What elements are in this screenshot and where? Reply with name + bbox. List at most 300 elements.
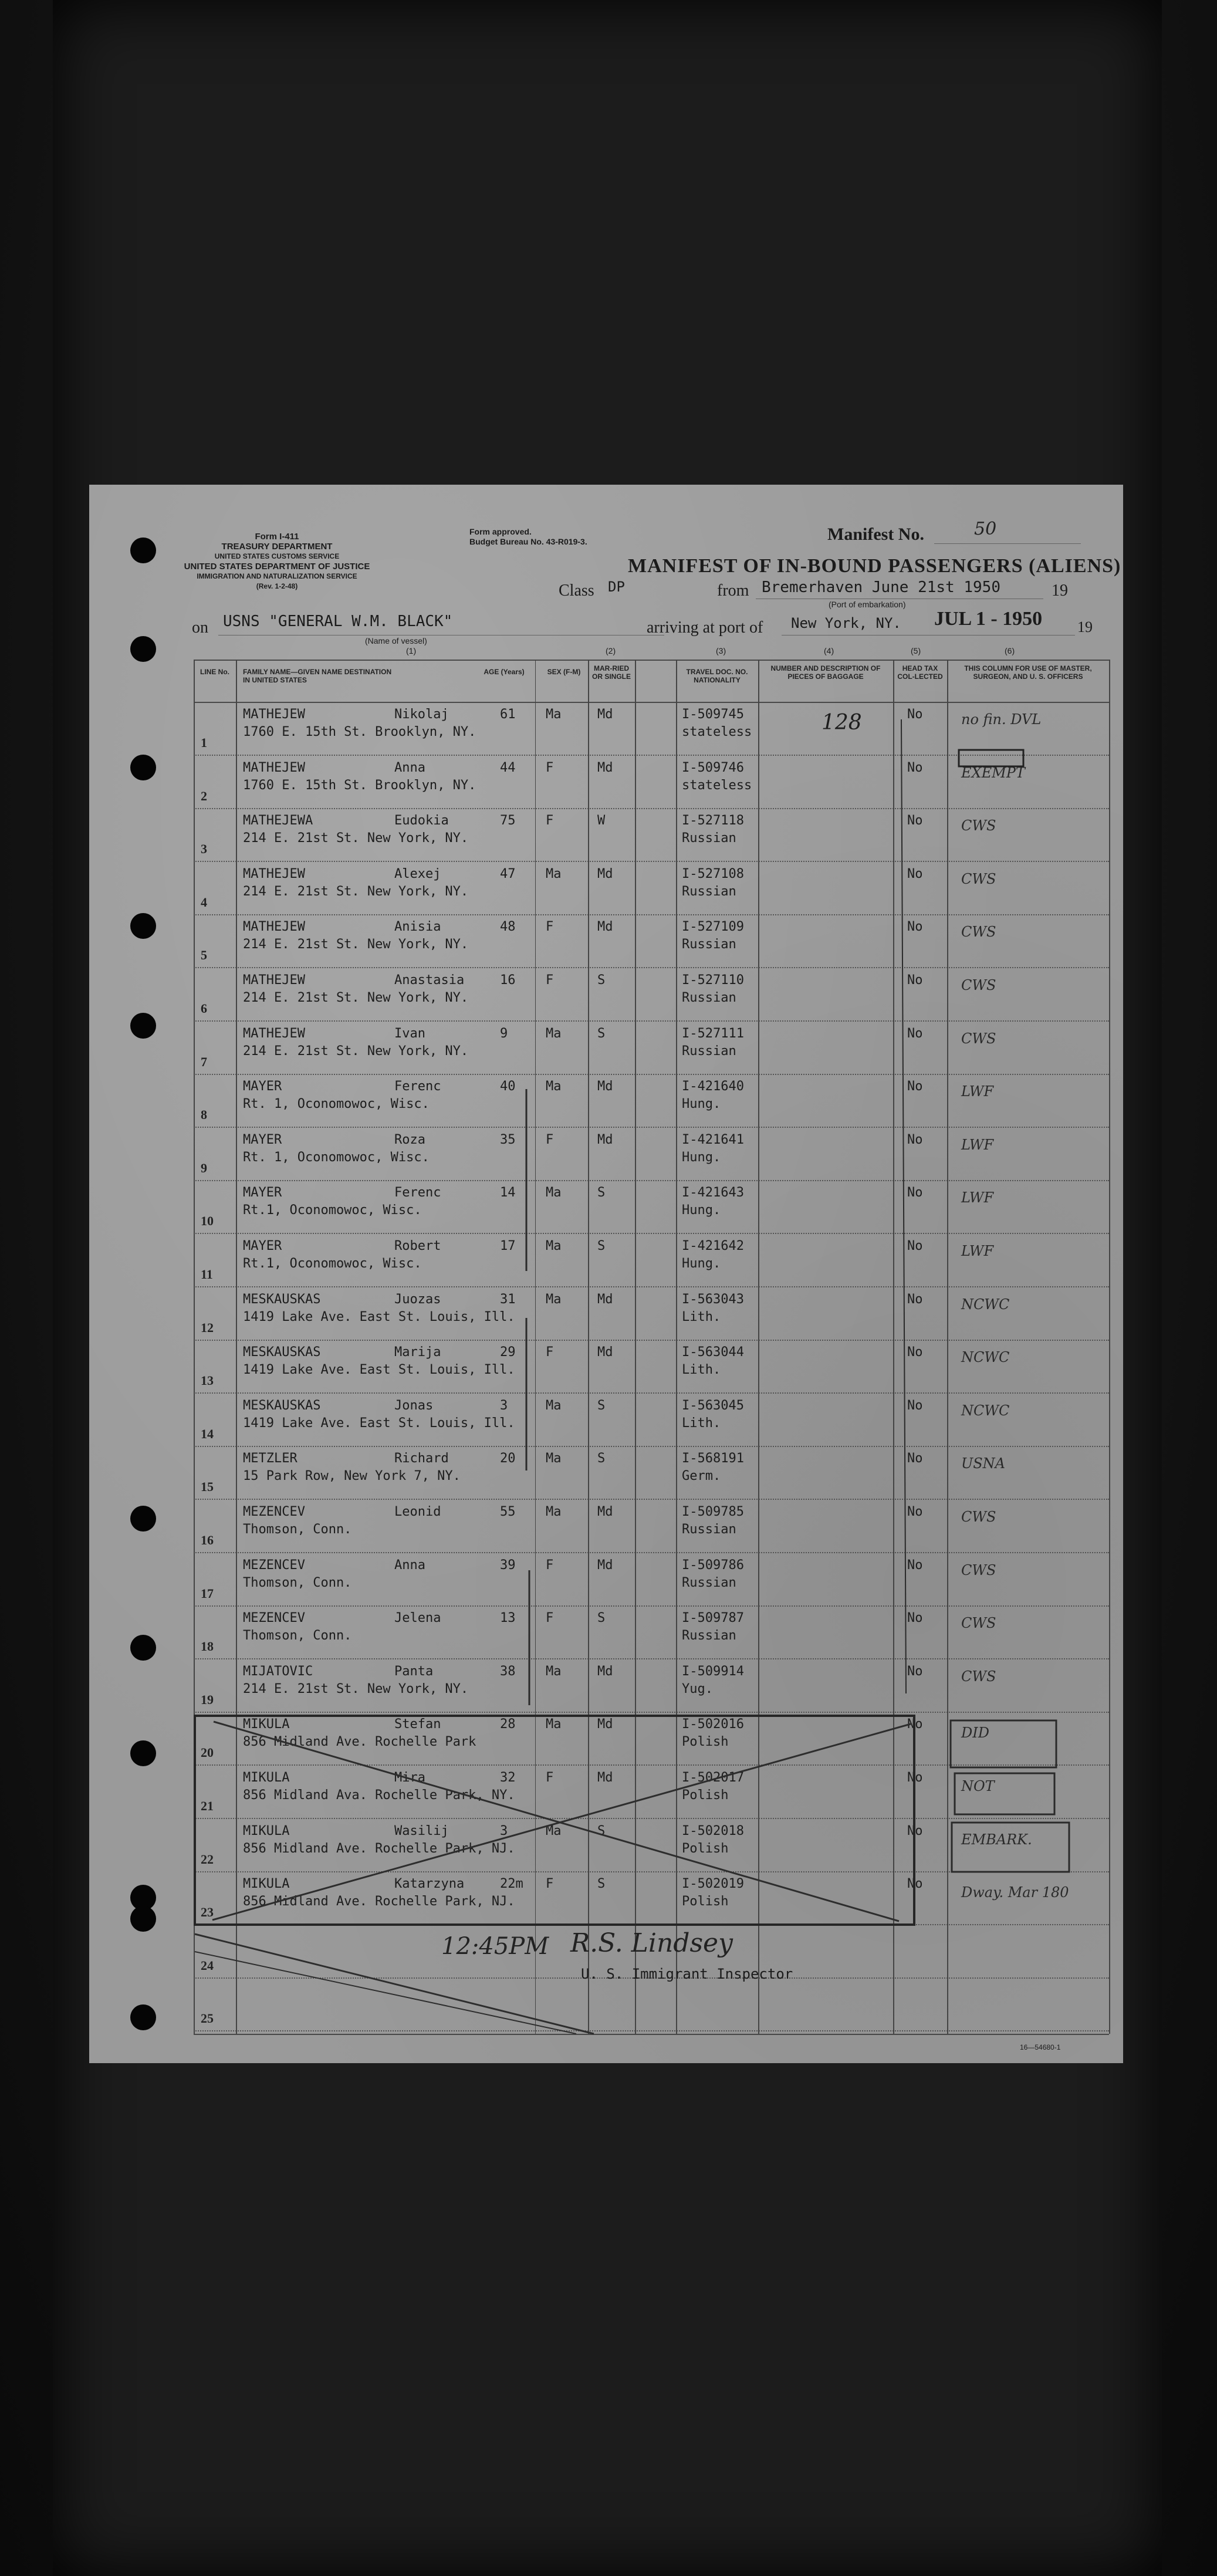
baggage: 128 [822,711,862,735]
sex: F [546,1611,554,1626]
family-name: MAYER [243,1079,282,1094]
marital-status: S [597,1611,606,1626]
given-name: Robert [394,1239,441,1253]
head-tax: No [907,1185,923,1201]
given-name: Katarzyna [394,1877,465,1892]
marital-status: Md [597,1292,613,1307]
head-tax: No [907,1132,923,1147]
destination: Rt. 1, Oconomowoc, Wisc. [243,1097,430,1112]
travel-doc-no: I-509746 [682,760,744,775]
print-code: 16—54680-1 [1020,2043,1061,2051]
from-label: from [717,582,749,600]
marital-status: Md [597,919,613,935]
arriving-port: New York, NY. [791,615,901,631]
line-number: 23 [201,1905,214,1920]
sex: F [546,1345,554,1360]
age: 14 [500,1185,516,1201]
col-header-officers: THIS COLUMN FOR USE OF MASTER, SURGEON, AND U. S. OFFICERS [964,664,1092,681]
sex: Ma [546,866,562,881]
col-number-3: (3) [716,646,726,655]
officer-notes: NOT [961,1778,995,1794]
head-tax: No [907,1345,923,1360]
given-name: Wasilij [394,1823,449,1838]
given-name: Jonas [394,1398,434,1413]
line-number: 3 [201,841,207,857]
family-name: MESKAUSKAS [243,1292,321,1307]
marital-status: S [597,1877,606,1892]
destination: 15 Park Row, New York 7, NY. [243,1469,461,1484]
age: 17 [500,1239,516,1253]
travel-doc-no: I-527111 [682,1026,744,1041]
officer-notes: CWS [961,977,996,993]
travel-doc-no: I-563044 [682,1345,744,1360]
travel-doc-no: I-502016 [682,1717,744,1732]
sex: F [546,760,554,775]
line-number: 5 [201,948,207,963]
age: 38 [500,1664,516,1679]
col-number-2: (2) [606,646,616,655]
nationality: Yug. [682,1681,713,1696]
marital-status: S [597,1398,606,1413]
head-tax: No [907,1664,923,1679]
given-name: Roza [394,1132,425,1147]
nationality: Polish [682,1841,729,1856]
line-number: 15 [201,1479,214,1495]
destination: 214 E. 21st St. New York, NY. [243,1681,469,1696]
head-tax: No [907,760,923,775]
sex: Ma [546,1451,562,1466]
nationality: Hung. [682,1097,721,1112]
destination: 1419 Lake Ave. East St. Louis, Ill. [243,1309,515,1324]
officer-notes: NCWC [961,1296,1010,1313]
destination: 214 E. 21st St. New York, NY. [243,831,469,846]
officer-notes: CWS [961,870,996,887]
col-header-baggage: NUMBER AND DESCRIPTION OF PIECES OF BAGGAGE [770,664,881,681]
sex: Ma [546,1717,562,1732]
nationality: Polish [682,1735,729,1750]
nationality: Hung. [682,1256,721,1271]
family-name: MIKULA [243,1877,290,1892]
manifest-title: MANIFEST OF IN-BOUND PASSENGERS (ALIENS) [628,555,1121,577]
line-number: 10 [201,1213,214,1229]
officer-notes: CWS [961,1509,996,1525]
col-header-tax: HEAD TAX COL-LECTED [897,664,943,681]
nationality: Russian [682,1522,736,1537]
family-name: MIKULA [243,1823,290,1838]
given-name: Marija [394,1345,441,1360]
marital-status: S [597,1185,606,1201]
line-number: 8 [201,1107,207,1123]
line-number: 1 [201,735,207,750]
age: 61 [500,707,516,722]
sex: Ma [546,1398,562,1413]
given-name: Leonid [394,1505,441,1519]
nationality: Polish [682,1788,729,1803]
destination: 1760 E. 15th St. Brooklyn, NY. [243,777,476,793]
sex: Ma [546,707,562,722]
family-name: MATHEJEW [243,973,305,988]
age: 44 [500,760,516,775]
arriving-year: 19 [1077,618,1093,635]
destination: 856 Midland Ave. Rochelle Park, NJ. [243,1841,515,1856]
nationality: Russian [682,1628,736,1644]
head-tax: No [907,1770,923,1785]
age: 3 [500,1398,508,1413]
travel-doc-no: I-421642 [682,1239,744,1253]
family-name: MEZENCEV [243,1611,305,1626]
given-name: Mira [394,1770,425,1785]
travel-doc-no: I-568191 [682,1451,744,1466]
age: 3 [500,1823,508,1838]
from-value: Bremerhaven June 21st 1950 [762,579,1000,596]
nationality: Germ. [682,1469,721,1484]
justice-dept: UNITED STATES DEPARTMENT OF JUSTICE [184,562,370,572]
given-name: Ferenc [394,1185,441,1201]
notes-box [955,1773,1054,1814]
family-name: MATHEJEW [243,707,305,722]
officer-notes: NCWC [961,1402,1010,1419]
nationality: Russian [682,1575,736,1590]
destination: Thomson, Conn. [243,1628,352,1644]
col-header-name: FAMILY NAME—GIVEN NAME DESTINATION IN UNITED STATES [243,668,392,684]
marital-status: Md [597,1079,613,1094]
travel-doc-no: I-509787 [682,1611,744,1626]
marital-status: Md [597,707,613,722]
family-name: MATHEJEW [243,1026,305,1041]
sex: F [546,813,554,829]
line-number: 21 [201,1799,214,1813]
travel-doc-no: I-502017 [682,1770,744,1785]
arriving-date-stamp: JUL 1 - 1950 [934,608,1043,630]
age: 28 [500,1717,516,1732]
age: 35 [500,1132,516,1147]
destination: Rt.1, Oconomowoc, Wisc. [243,1203,422,1218]
col-number-1: (1) [406,646,417,655]
head-tax: No [907,1823,923,1838]
given-name: Richard [394,1451,449,1466]
given-name: Anastasia [394,973,465,988]
nationality: Russian [682,831,736,846]
form-number: Form I-411 [255,532,299,542]
treasury-dept: TREASURY DEPARTMENT [221,542,333,552]
manifest-no-label: Manifest No. [827,525,924,544]
given-name: Anna [394,1557,425,1573]
arriving-label: arriving at port of [647,618,763,637]
officer-notes: NCWC [961,1349,1010,1366]
destination: 856 Midland Ave. Rochelle Park [243,1735,476,1750]
family-name: MAYER [243,1239,282,1253]
marital-status: Md [597,866,613,881]
head-tax: No [907,1557,923,1573]
nationality: Hung. [682,1203,721,1218]
col-number-5: (5) [911,646,921,655]
marital-status: Md [597,1132,613,1147]
age: 13 [500,1611,516,1626]
marital-status: Md [597,1770,613,1785]
marital-status: Md [597,1345,613,1360]
vessel-name: USNS "GENERAL W.M. BLACK" [223,613,453,630]
family-name: MATHEJEW [243,760,305,775]
nationality: Russian [682,884,736,899]
sex: Ma [546,1079,562,1094]
manifest-page [89,485,1123,2063]
col-header-age: AGE (Years) [484,668,525,676]
head-tax: No [907,1026,923,1041]
officer-notes: DID [961,1725,989,1742]
line-number: 6 [201,1001,207,1016]
sex: Ma [546,1026,562,1041]
marital-status: Md [597,1664,613,1679]
family-name: MESKAUSKAS [243,1398,321,1413]
destination: 1419 Lake Ave. East St. Louis, Ill. [243,1363,515,1378]
on-label: on [192,618,208,637]
travel-doc-no: I-502019 [682,1877,744,1892]
age: 40 [500,1079,516,1094]
form-approved: Form approved. [469,527,532,536]
given-name: Anisia [394,919,441,935]
nationality: Lith. [682,1309,721,1324]
officer-notes: CWS [961,924,996,941]
officer-notes: Dway. Mar 180 [961,1884,1069,1901]
officer-notes: LWF [961,1243,994,1259]
given-name: Stefan [394,1717,441,1732]
given-name: Nikolaj [394,707,449,722]
head-tax: No [907,707,923,722]
age: 47 [500,866,516,881]
age: 75 [500,813,516,829]
col-header-married: MAR-RIED OR SINGLE [591,664,631,681]
destination: 214 E. 21st St. New York, NY. [243,990,469,1005]
marital-status: W [597,813,606,829]
family-name: MAYER [243,1132,282,1147]
destination: Thomson, Conn. [243,1575,352,1590]
class-value: DP [608,579,625,595]
marital-status: S [597,973,606,988]
family-name: MIKULA [243,1717,290,1732]
given-name: Eudokia [394,813,449,829]
age: 39 [500,1557,516,1573]
signature-time: 12:45PM [441,1933,549,1960]
destination: 214 E. 21st St. New York, NY. [243,884,469,899]
head-tax: No [907,919,923,935]
line-number: 11 [201,1267,213,1282]
customs-service: UNITED STATES CUSTOMS SERVICE [214,552,340,560]
inspector-signature: R.S. Lindsey [570,1928,733,1958]
officer-notes: EXEMPT [961,764,1025,781]
destination: 1419 Lake Ave. East St. Louis, Ill. [243,1415,515,1431]
head-tax: No [907,1505,923,1519]
officer-notes: CWS [961,1615,996,1632]
nationality: Russian [682,1043,736,1059]
given-name: Ferenc [394,1079,441,1094]
travel-doc-no: I-563043 [682,1292,744,1307]
marital-status: Md [597,760,613,775]
cross-stroke [195,1952,576,2034]
line-number: 19 [201,1692,214,1707]
nationality: stateless [682,725,752,739]
travel-doc-no: I-527118 [682,813,744,829]
sex: Ma [546,1185,562,1201]
family-name: MEZENCEV [243,1557,305,1573]
family-name: MESKAUSKAS [243,1345,321,1360]
nationality: stateless [682,777,752,793]
destination: Rt.1, Oconomowoc, Wisc. [243,1256,422,1271]
age: 48 [500,919,516,935]
sex: F [546,1770,554,1785]
head-tax: No [907,1239,923,1253]
destination: Thomson, Conn. [243,1522,352,1537]
officer-notes: LWF [961,1083,994,1100]
sex: Ma [546,1664,562,1679]
officer-notes: no fin. DVL [961,711,1042,728]
revision-date: (Rev. 1-2-48) [256,582,298,590]
nationality: Russian [682,937,736,952]
marital-status: S [597,1026,606,1041]
travel-doc-no: I-509785 [682,1505,744,1519]
age: 16 [500,973,516,988]
sex: F [546,1557,554,1573]
head-tax: No [907,1451,923,1466]
given-name: Panta [394,1664,434,1679]
family-name: MAYER [243,1185,282,1201]
cross-stroke [212,1724,911,1920]
travel-doc-no: I-421641 [682,1132,744,1147]
family-name: MATHEJEW [243,866,305,881]
line-number: 7 [201,1054,207,1069]
family-name: MEZENCEV [243,1505,305,1519]
travel-doc-no: I-527110 [682,973,744,988]
vessel-caption: (Name of vessel) [365,636,427,645]
line-number: 25 [201,2011,214,2026]
line-number: 20 [201,1745,214,1760]
destination: 1760 E. 15th St. Brooklyn, NY. [243,725,476,739]
travel-doc-no: I-509914 [682,1664,744,1679]
head-tax: No [907,813,923,829]
port-caption: (Port of embarkation) [829,600,906,609]
line-number: 4 [201,894,207,910]
line-number: 14 [201,1426,214,1441]
age: 20 [500,1451,516,1466]
manifest-no-value: 50 [974,519,997,539]
nationality: Polish [682,1894,729,1909]
sex: Ma [546,1823,562,1838]
line-number: 24 [201,1958,214,1973]
travel-doc-no: I-509745 [682,707,744,722]
col-number-6: (6) [1005,646,1015,655]
notes-box [951,1720,1056,1767]
travel-doc-no: I-509786 [682,1557,744,1573]
marital-status: S [597,1823,606,1838]
col-number-4: (4) [824,646,834,655]
line-number: 18 [201,1639,214,1654]
sex: Ma [546,1505,562,1519]
head-tax: No [907,1398,923,1413]
family-name: MATHEJEW [243,919,305,935]
given-name: Ivan [394,1026,425,1041]
nationality: Hung. [682,1150,721,1165]
family-bracket [901,719,906,1693]
travel-doc-no: I-527109 [682,919,744,935]
family-name: MATHEJEWA [243,813,313,829]
given-name: Anna [394,760,425,775]
marital-status: Md [597,1717,613,1732]
line-number: 9 [201,1160,207,1175]
officer-notes: CWS [961,817,996,834]
given-name: Alexej [394,866,441,881]
line-number: 17 [201,1586,214,1601]
head-tax: No [907,1292,923,1307]
sex: F [546,973,554,988]
travel-doc-no: I-421640 [682,1079,744,1094]
head-tax: No [907,1717,923,1732]
marital-status: S [597,1239,606,1253]
line-number: 2 [201,788,207,803]
destination: Rt. 1, Oconomowoc, Wisc. [243,1150,430,1165]
head-tax: No [907,973,923,988]
destination: 856 Midland Ave. Rochelle Park, NJ. [243,1894,515,1909]
line-number: 12 [201,1320,214,1335]
given-name: Jelena [394,1611,441,1626]
officer-notes: CWS [961,1668,996,1685]
col-header-line: LINE No. [200,668,229,676]
destination: 214 E. 21st St. New York, NY. [243,1043,469,1059]
age: 32 [500,1770,516,1785]
inspector-label: U. S. Immigrant Inspector [581,1966,793,1982]
from-year-prefix: 19 [1052,582,1068,600]
marital-status: Md [597,1505,613,1519]
officer-notes: USNA [961,1455,1005,1472]
nationality: Lith. [682,1363,721,1378]
head-tax: No [907,1877,923,1892]
class-label: Class [559,582,594,600]
head-tax: No [907,1611,923,1626]
col-header-doc: TRAVEL DOC. NO. NATIONALITY [686,668,748,684]
officer-notes: LWF [961,1136,994,1153]
given-name: Juozas [394,1292,441,1307]
travel-doc-no: I-527108 [682,866,744,881]
sex: Ma [546,1239,562,1253]
col-header-sex: SEX (F-M) [547,668,581,676]
age: 29 [500,1345,516,1360]
travel-doc-no: I-421643 [682,1185,744,1201]
age: 22m [500,1877,523,1892]
head-tax: No [907,866,923,881]
exempt-stamp-frame [959,750,1023,766]
travel-doc-no: I-563045 [682,1398,744,1413]
marital-status: Md [597,1557,613,1573]
destination: 214 E. 21st St. New York, NY. [243,937,469,952]
age: 9 [500,1026,508,1041]
officer-notes: CWS [961,1030,996,1047]
nationality: Russian [682,990,736,1005]
marital-status: S [597,1451,606,1466]
destination: 856 Midland Ava. Rochelle Park, NY. [243,1788,515,1803]
travel-doc-no: I-502018 [682,1823,744,1838]
sex: F [546,1132,554,1147]
immigration-service: IMMIGRATION AND NATURALIZATION SERVICE [197,572,357,580]
notes-box [952,1823,1069,1872]
officer-notes: LWF [961,1189,994,1206]
sex: Ma [546,1292,562,1307]
head-tax: No [907,1079,923,1094]
line-number: 16 [201,1533,214,1547]
officer-notes: EMBARK. [961,1831,1032,1848]
family-name: METZLER [243,1451,298,1466]
sex: F [546,1877,554,1892]
nationality: Lith. [682,1415,721,1431]
line-number: 22 [201,1851,214,1867]
age: 31 [500,1292,516,1307]
